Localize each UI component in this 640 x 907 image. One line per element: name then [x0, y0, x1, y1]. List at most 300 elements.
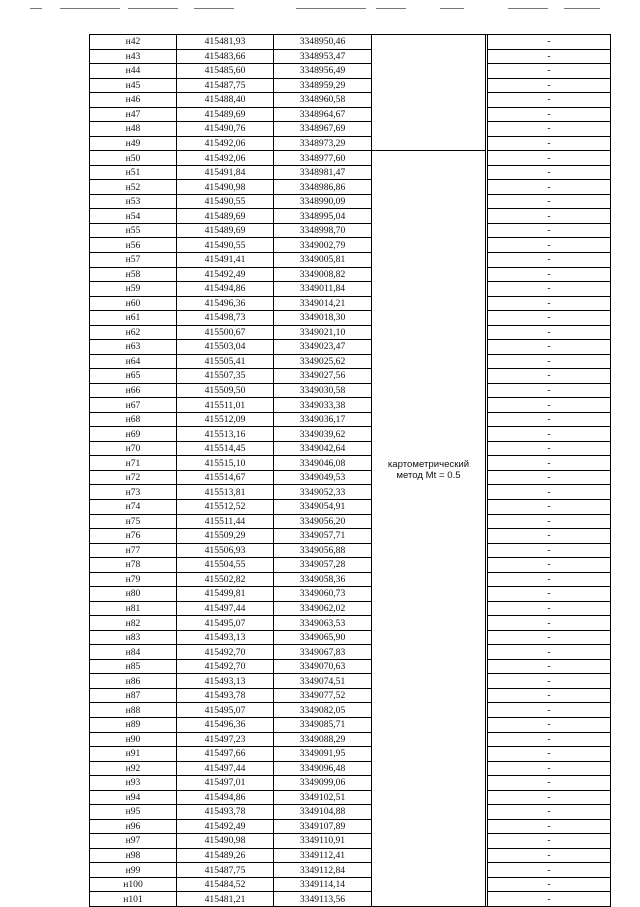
accuracy-cell: - [488, 863, 611, 878]
y-coordinate-cell: 3349057,28 [274, 558, 372, 573]
table-row [90, 325, 611, 340]
accuracy-cell: - [488, 558, 611, 573]
point-name-cell: н87 [90, 688, 177, 703]
x-coordinate-cell: 415509,50 [177, 383, 274, 398]
point-name-cell: н101 [90, 892, 177, 907]
y-coordinate-cell: 3349014,21 [274, 296, 372, 311]
y-coordinate-cell: 3349049,53 [274, 470, 372, 485]
x-coordinate-cell: 415489,26 [177, 848, 274, 863]
table-row [90, 761, 611, 776]
point-name-cell: н59 [90, 282, 177, 297]
y-coordinate-cell: 3349074,51 [274, 674, 372, 689]
table-row [90, 93, 611, 108]
point-name-cell: н66 [90, 383, 177, 398]
point-name-cell: н43 [90, 49, 177, 64]
table-row [90, 267, 611, 282]
table-row [90, 165, 611, 180]
table-row [90, 529, 611, 544]
x-coordinate-cell: 415513,81 [177, 485, 274, 500]
table-row [90, 282, 611, 297]
point-name-cell: н42 [90, 35, 177, 50]
accuracy-cell: - [488, 819, 611, 834]
y-coordinate-cell: 3349021,10 [274, 325, 372, 340]
point-name-cell: н80 [90, 587, 177, 602]
accuracy-cell: - [488, 674, 611, 689]
accuracy-cell: - [488, 601, 611, 616]
x-coordinate-cell: 415492,06 [177, 151, 274, 166]
table-row [90, 441, 611, 456]
method-cell-divider [372, 150, 486, 151]
point-name-cell: н57 [90, 252, 177, 267]
y-coordinate-cell: 3349039,62 [274, 427, 372, 442]
table-row [90, 136, 611, 151]
point-name-cell: н81 [90, 601, 177, 616]
table-row [90, 49, 611, 64]
y-coordinate-cell: 3348986,86 [274, 180, 372, 195]
y-coordinate-cell: 3349042,64 [274, 441, 372, 456]
table-row [90, 180, 611, 195]
accuracy-cell: - [488, 49, 611, 64]
x-coordinate-cell: 415499,81 [177, 587, 274, 602]
point-name-cell: н100 [90, 877, 177, 892]
point-name-cell: н54 [90, 209, 177, 224]
x-coordinate-cell: 415509,29 [177, 529, 274, 544]
x-coordinate-cell: 415485,60 [177, 64, 274, 79]
accuracy-cell: - [488, 688, 611, 703]
point-name-cell: н97 [90, 834, 177, 849]
point-name-cell: н99 [90, 863, 177, 878]
accuracy-cell: - [488, 151, 611, 166]
accuracy-cell: - [488, 78, 611, 93]
accuracy-cell: - [488, 35, 611, 50]
accuracy-cell: - [488, 311, 611, 326]
accuracy-cell: - [488, 485, 611, 500]
y-coordinate-cell: 3349023,47 [274, 340, 372, 355]
y-coordinate-cell: 3349058,36 [274, 572, 372, 587]
table-row [90, 659, 611, 674]
point-name-cell: н72 [90, 470, 177, 485]
accuracy-cell: - [488, 776, 611, 791]
x-coordinate-cell: 415487,75 [177, 863, 274, 878]
table-row [90, 558, 611, 573]
point-name-cell: н61 [90, 311, 177, 326]
accuracy-cell: - [488, 194, 611, 209]
point-name-cell: н92 [90, 761, 177, 776]
y-coordinate-cell: 3349046,08 [274, 456, 372, 471]
table-row [90, 456, 611, 471]
table-row [90, 732, 611, 747]
point-name-cell: н75 [90, 514, 177, 529]
table-row [90, 630, 611, 645]
accuracy-cell: - [488, 500, 611, 515]
accuracy-cell: - [488, 470, 611, 485]
point-name-cell: н47 [90, 107, 177, 122]
point-name-cell: н96 [90, 819, 177, 834]
accuracy-cell: - [488, 514, 611, 529]
table-row [90, 819, 611, 834]
y-coordinate-cell: 3349104,88 [274, 805, 372, 820]
table-row [90, 776, 611, 791]
y-coordinate-cell: 3348973,29 [274, 136, 372, 151]
x-coordinate-cell: 415504,55 [177, 558, 274, 573]
accuracy-cell: - [488, 543, 611, 558]
table-row [90, 107, 611, 122]
point-name-cell: н83 [90, 630, 177, 645]
y-coordinate-cell: 3349107,89 [274, 819, 372, 834]
point-name-cell: н63 [90, 340, 177, 355]
method-note-line2: метод Mt = 0.5 [396, 470, 461, 482]
accuracy-cell: - [488, 645, 611, 660]
accuracy-cell: - [488, 441, 611, 456]
accuracy-cell: - [488, 529, 611, 544]
table-row [90, 311, 611, 326]
y-coordinate-cell: 3349070,63 [274, 659, 372, 674]
point-name-cell: н56 [90, 238, 177, 253]
accuracy-cell: - [488, 238, 611, 253]
y-coordinate-cell: 3349002,79 [274, 238, 372, 253]
x-coordinate-cell: 415512,09 [177, 412, 274, 427]
x-coordinate-cell: 415496,36 [177, 717, 274, 732]
y-coordinate-cell: 3349057,71 [274, 529, 372, 544]
x-coordinate-cell: 415503,04 [177, 340, 274, 355]
y-coordinate-cell: 3348981,47 [274, 165, 372, 180]
point-name-cell: н79 [90, 572, 177, 587]
x-coordinate-cell: 415494,86 [177, 790, 274, 805]
table-row [90, 848, 611, 863]
accuracy-cell: - [488, 790, 611, 805]
accuracy-cell: - [488, 587, 611, 602]
y-coordinate-cell: 3348959,29 [274, 78, 372, 93]
accuracy-cell: - [488, 877, 611, 892]
point-name-cell: н84 [90, 645, 177, 660]
table-row [90, 252, 611, 267]
accuracy-cell: - [488, 296, 611, 311]
table-row [90, 747, 611, 762]
accuracy-cell: - [488, 703, 611, 718]
x-coordinate-cell: 415492,06 [177, 136, 274, 151]
accuracy-cell: - [488, 427, 611, 442]
point-name-cell: н73 [90, 485, 177, 500]
accuracy-cell: - [488, 805, 611, 820]
y-coordinate-cell: 3348953,47 [274, 49, 372, 64]
y-coordinate-cell: 3349025,62 [274, 354, 372, 369]
point-name-cell: н74 [90, 500, 177, 515]
x-coordinate-cell: 415493,13 [177, 674, 274, 689]
point-name-cell: н46 [90, 93, 177, 108]
x-coordinate-cell: 415491,41 [177, 252, 274, 267]
x-coordinate-cell: 415512,52 [177, 500, 274, 515]
point-name-cell: н50 [90, 151, 177, 166]
x-coordinate-cell: 415492,49 [177, 267, 274, 282]
point-name-cell: н45 [90, 78, 177, 93]
y-coordinate-cell: 3349082,05 [274, 703, 372, 718]
table-row [90, 790, 611, 805]
accuracy-cell: - [488, 122, 611, 137]
accuracy-cell: - [488, 252, 611, 267]
x-coordinate-cell: 415493,78 [177, 805, 274, 820]
accuracy-cell: - [488, 223, 611, 238]
y-coordinate-cell: 3349054,91 [274, 500, 372, 515]
point-name-cell: н52 [90, 180, 177, 195]
point-name-cell: н77 [90, 543, 177, 558]
table-row [90, 78, 611, 93]
table-row [90, 543, 611, 558]
y-coordinate-cell: 3349052,33 [274, 485, 372, 500]
accuracy-cell: - [488, 107, 611, 122]
x-coordinate-cell: 415493,13 [177, 630, 274, 645]
point-name-cell: н70 [90, 441, 177, 456]
table-row [90, 151, 611, 166]
x-coordinate-cell: 415490,55 [177, 238, 274, 253]
table-row [90, 383, 611, 398]
point-name-cell: н67 [90, 398, 177, 413]
y-coordinate-cell: 3349063,53 [274, 616, 372, 631]
point-name-cell: н82 [90, 616, 177, 631]
table-row [90, 64, 611, 79]
table-row [90, 398, 611, 413]
point-name-cell: н76 [90, 529, 177, 544]
accuracy-cell: - [488, 209, 611, 224]
table-row [90, 717, 611, 732]
table-row [90, 194, 611, 209]
table-row [90, 35, 611, 50]
y-coordinate-cell: 3348995,04 [274, 209, 372, 224]
y-coordinate-cell: 3349033,38 [274, 398, 372, 413]
table-row [90, 616, 611, 631]
x-coordinate-cell: 415497,44 [177, 601, 274, 616]
table-row [90, 223, 611, 238]
accuracy-cell: - [488, 165, 611, 180]
y-coordinate-cell: 3349091,95 [274, 747, 372, 762]
y-coordinate-cell: 3349011,84 [274, 282, 372, 297]
x-coordinate-cell: 415497,23 [177, 732, 274, 747]
table-row [90, 572, 611, 587]
accuracy-cell: - [488, 267, 611, 282]
accuracy-cell: - [488, 340, 611, 355]
table-row [90, 296, 611, 311]
table-row [90, 354, 611, 369]
x-coordinate-cell: 415490,98 [177, 180, 274, 195]
point-name-cell: н62 [90, 325, 177, 340]
coordinates-table [89, 34, 611, 907]
point-name-cell: н95 [90, 805, 177, 820]
table-row [90, 645, 611, 660]
point-name-cell: н91 [90, 747, 177, 762]
accuracy-cell: - [488, 659, 611, 674]
table-row [90, 514, 611, 529]
x-coordinate-cell: 415489,69 [177, 223, 274, 238]
x-coordinate-cell: 415490,76 [177, 122, 274, 137]
method-note-cell [372, 35, 486, 907]
point-name-cell: н49 [90, 136, 177, 151]
table-row [90, 238, 611, 253]
y-coordinate-cell: 3349030,58 [274, 383, 372, 398]
table-row [90, 834, 611, 849]
y-coordinate-cell: 3349067,83 [274, 645, 372, 660]
x-coordinate-cell: 415514,45 [177, 441, 274, 456]
x-coordinate-cell: 415494,86 [177, 282, 274, 297]
y-coordinate-cell: 3349056,88 [274, 543, 372, 558]
y-coordinate-cell: 3349018,30 [274, 311, 372, 326]
x-coordinate-cell: 415495,07 [177, 703, 274, 718]
accuracy-cell: - [488, 761, 611, 776]
y-coordinate-cell: 3348967,69 [274, 122, 372, 137]
x-coordinate-cell: 415506,93 [177, 543, 274, 558]
y-coordinate-cell: 3349085,71 [274, 717, 372, 732]
accuracy-cell: - [488, 572, 611, 587]
table-row [90, 485, 611, 500]
y-coordinate-cell: 3348960,58 [274, 93, 372, 108]
y-coordinate-cell: 3349060,73 [274, 587, 372, 602]
point-name-cell: н98 [90, 848, 177, 863]
point-name-cell: н64 [90, 354, 177, 369]
table-row [90, 470, 611, 485]
y-coordinate-cell: 3349102,51 [274, 790, 372, 805]
accuracy-cell: - [488, 630, 611, 645]
table-row [90, 369, 611, 384]
x-coordinate-cell: 415496,36 [177, 296, 274, 311]
method-note-line1: картометрический [387, 459, 470, 471]
y-coordinate-cell: 3349008,82 [274, 267, 372, 282]
x-coordinate-cell: 415502,82 [177, 572, 274, 587]
table-row [90, 587, 611, 602]
point-name-cell: н94 [90, 790, 177, 805]
y-coordinate-cell: 3349062,02 [274, 601, 372, 616]
point-name-cell: н58 [90, 267, 177, 282]
accuracy-cell: - [488, 369, 611, 384]
accuracy-cell: - [488, 747, 611, 762]
y-coordinate-cell: 3349065,90 [274, 630, 372, 645]
accuracy-cell: - [488, 325, 611, 340]
x-coordinate-cell: 415490,98 [177, 834, 274, 849]
x-coordinate-cell: 415500,67 [177, 325, 274, 340]
y-coordinate-cell: 3349113,56 [274, 892, 372, 907]
x-coordinate-cell: 415511,01 [177, 398, 274, 413]
x-coordinate-cell: 415505,41 [177, 354, 274, 369]
x-coordinate-cell: 415484,52 [177, 877, 274, 892]
accuracy-cell: - [488, 64, 611, 79]
coordinates-table-body [90, 35, 611, 907]
table-row [90, 805, 611, 820]
x-coordinate-cell: 415492,70 [177, 645, 274, 660]
accuracy-cell: - [488, 616, 611, 631]
point-name-cell: н69 [90, 427, 177, 442]
x-coordinate-cell: 415491,84 [177, 165, 274, 180]
point-name-cell: н44 [90, 64, 177, 79]
x-coordinate-cell: 415493,78 [177, 688, 274, 703]
x-coordinate-cell: 415513,16 [177, 427, 274, 442]
table-row [90, 863, 611, 878]
point-name-cell: н51 [90, 165, 177, 180]
accuracy-cell: - [488, 282, 611, 297]
point-name-cell: н90 [90, 732, 177, 747]
x-coordinate-cell: 415488,40 [177, 93, 274, 108]
accuracy-cell: - [488, 383, 611, 398]
x-coordinate-cell: 415515,10 [177, 456, 274, 471]
x-coordinate-cell: 415507,35 [177, 369, 274, 384]
table-row [90, 209, 611, 224]
accuracy-cell: - [488, 892, 611, 907]
table-row [90, 892, 611, 907]
table-row [90, 122, 611, 137]
y-coordinate-cell: 3349056,20 [274, 514, 372, 529]
point-name-cell: н78 [90, 558, 177, 573]
x-coordinate-cell: 415495,07 [177, 616, 274, 631]
accuracy-cell: - [488, 180, 611, 195]
y-coordinate-cell: 3348990,09 [274, 194, 372, 209]
point-name-cell: н68 [90, 412, 177, 427]
y-coordinate-cell: 3348950,46 [274, 35, 372, 50]
y-coordinate-cell: 3349036,17 [274, 412, 372, 427]
y-coordinate-cell: 3349096,48 [274, 761, 372, 776]
x-coordinate-cell: 415489,69 [177, 107, 274, 122]
accuracy-cell: - [488, 732, 611, 747]
accuracy-cell: - [488, 136, 611, 151]
x-coordinate-cell: 415497,44 [177, 761, 274, 776]
accuracy-cell: - [488, 93, 611, 108]
x-coordinate-cell: 415489,69 [177, 209, 274, 224]
point-name-cell: н93 [90, 776, 177, 791]
y-coordinate-cell: 3348964,67 [274, 107, 372, 122]
y-coordinate-cell: 3349110,91 [274, 834, 372, 849]
y-coordinate-cell: 3349027,56 [274, 369, 372, 384]
table-row [90, 412, 611, 427]
point-name-cell: н88 [90, 703, 177, 718]
accuracy-cell: - [488, 848, 611, 863]
x-coordinate-cell: 415497,01 [177, 776, 274, 791]
accuracy-cell: - [488, 354, 611, 369]
point-name-cell: н53 [90, 194, 177, 209]
table-row [90, 703, 611, 718]
table-row [90, 877, 611, 892]
table-row [90, 500, 611, 515]
y-coordinate-cell: 3349005,81 [274, 252, 372, 267]
y-coordinate-cell: 3349114,14 [274, 877, 372, 892]
point-name-cell: н71 [90, 456, 177, 471]
point-name-cell: н48 [90, 122, 177, 137]
x-coordinate-cell: 415483,66 [177, 49, 274, 64]
x-coordinate-cell: 415497,66 [177, 747, 274, 762]
table-row [90, 688, 611, 703]
table-row [90, 674, 611, 689]
y-coordinate-cell: 3349112,41 [274, 848, 372, 863]
y-coordinate-cell: 3349112,84 [274, 863, 372, 878]
point-name-cell: н65 [90, 369, 177, 384]
table-row [90, 601, 611, 616]
point-name-cell: н86 [90, 674, 177, 689]
accuracy-cell: - [488, 834, 611, 849]
x-coordinate-cell: 415511,44 [177, 514, 274, 529]
x-coordinate-cell: 415492,49 [177, 819, 274, 834]
x-coordinate-cell: 415498,73 [177, 311, 274, 326]
y-coordinate-cell: 3348977,60 [274, 151, 372, 166]
point-name-cell: н60 [90, 296, 177, 311]
x-coordinate-cell: 415492,70 [177, 659, 274, 674]
x-coordinate-cell: 415490,55 [177, 194, 274, 209]
y-coordinate-cell: 3349077,52 [274, 688, 372, 703]
y-coordinate-cell: 3349088,29 [274, 732, 372, 747]
y-coordinate-cell: 3348956,49 [274, 64, 372, 79]
accuracy-cell: - [488, 398, 611, 413]
table-row [90, 340, 611, 355]
accuracy-cell: - [488, 717, 611, 732]
point-name-cell: н55 [90, 223, 177, 238]
top-scan-artifact [10, 6, 610, 10]
y-coordinate-cell: 3349099,06 [274, 776, 372, 791]
x-coordinate-cell: 415487,75 [177, 78, 274, 93]
point-name-cell: н85 [90, 659, 177, 674]
accuracy-cell: - [488, 456, 611, 471]
